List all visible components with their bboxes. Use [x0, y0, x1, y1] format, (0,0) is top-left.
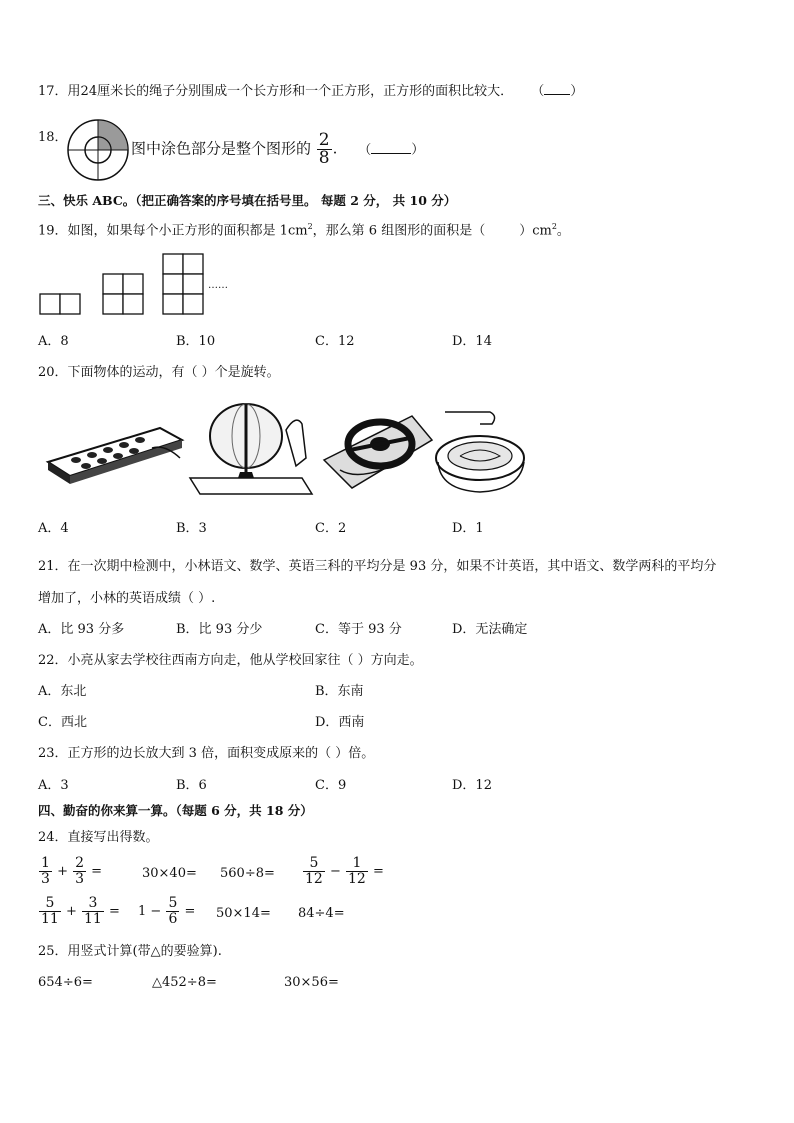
q17-bracket-left: （ [531, 84, 545, 99]
q21-text-1: 在一次期中检测中，小林语文、数学、英语三科的平均分是 93 分，如果不计英语，其中语文、数学两科的平均分 [67, 559, 717, 574]
q18-number: 18． [38, 130, 68, 145]
q22-option-a[interactable]: A．东北 [38, 684, 87, 699]
q18-fraction: $\frac{2}{8}$ [318, 130, 330, 168]
q22-option-b[interactable]: B．东南 [315, 684, 364, 699]
q17-number: 17． [38, 84, 68, 99]
question-21-line-1 [38, 559, 716, 575]
q21-option-c[interactable]: C．等于 93 分 [315, 622, 402, 637]
question-20 [38, 365, 280, 381]
q19-ellipsis: …… [208, 280, 228, 291]
q18-period: . [332, 139, 338, 158]
question-23 [38, 746, 374, 762]
q21-number: 21． [38, 559, 68, 574]
q25-item-2: △452÷8= [152, 975, 217, 990]
question-17 [38, 84, 583, 100]
question-24 [38, 830, 159, 846]
q18-bracket-left: （ [358, 142, 372, 158]
question-18 [38, 130, 68, 146]
q18-answer-blank[interactable] [371, 153, 411, 154]
q23-option-c[interactable]: C．9 [315, 778, 347, 793]
section-3-title: 三、快乐 ABC。（把正确答案的序号填在括号里。 每题 2 分， 共 10 分） [38, 193, 457, 208]
q17-bracket-right: ） [570, 84, 584, 99]
q21-option-b[interactable]: B．比 93 分少 [176, 622, 263, 637]
q20-number: 20． [38, 365, 68, 380]
q21-option-a[interactable]: A．比 93 分多 [38, 622, 125, 637]
faucet-basin-icon [436, 412, 524, 492]
q24-expr-1: $\frac{1}{3}$ + $\frac{2}{3}$ = [41, 855, 103, 887]
q24-expr-6: 1 − $\frac{5}{6}$ = [138, 895, 196, 927]
q23-number: 23． [38, 746, 68, 761]
q24-expr-5: $\frac{5}{11}$ + $\frac{3}{11}$ = [41, 895, 120, 927]
q22-number: 22． [38, 653, 68, 668]
q17-text: 用24厘米长的绳子分别围成一个长方形和一个正方形，正方形的面积比较大． [67, 84, 514, 99]
q18-text: 图中涂色部分是整个图形的 [131, 139, 312, 158]
q19-number: 19． [38, 223, 68, 239]
q19-option-b[interactable]: B．10 [176, 334, 216, 349]
q21-option-d[interactable]: D．无法确定 [452, 622, 528, 637]
q20-option-d[interactable]: D．1 [452, 521, 484, 536]
q19-option-d[interactable]: D．14 [452, 334, 492, 349]
q23-option-d[interactable]: D．12 [452, 778, 492, 793]
q20-text: 下面物体的运动，有（ ）个是旋转。 [67, 365, 280, 380]
q24-expr-3: 560÷8= [220, 866, 275, 881]
question-25 [38, 944, 222, 960]
steering-wheel-icon [324, 416, 432, 488]
q23-text: 正方形的边长放大到 3 倍，面积变成原来的（ ）倍。 [67, 746, 375, 761]
q19-sup2: 2 [551, 222, 557, 231]
q25-item-3: 30×56= [284, 975, 339, 990]
q20-option-b[interactable]: B．3 [176, 521, 207, 536]
question-19 [38, 219, 570, 239]
q19-text-a: 如图，如果每个小正方形的面积都是 1cm [67, 223, 308, 239]
q22-text: 小亮从家去学校往西南方向走，他从学校回家往（ ）方向走。 [67, 653, 423, 668]
q23-option-a[interactable]: A．3 [38, 778, 69, 793]
q24-expr-4: $\frac{5}{12}$ − $\frac{1}{12}$ = [305, 855, 384, 887]
q25-item-1: 654÷6= [38, 975, 93, 990]
q19-option-c[interactable]: C．12 [315, 334, 355, 349]
q25-number: 25． [38, 944, 68, 959]
q17-answer-blank[interactable] [544, 94, 570, 95]
q24-text: 直接写出得数。 [67, 830, 159, 845]
q20-option-c[interactable]: C．2 [315, 521, 347, 536]
q24-expr-2: 30×40= [142, 866, 197, 881]
question-22 [38, 653, 423, 669]
rotation-objects-illustration [40, 400, 530, 500]
q20-option-a[interactable]: A．4 [38, 521, 69, 536]
q18-text-line [131, 132, 424, 167]
q22-option-d[interactable]: D．西南 [315, 715, 365, 730]
abacus-icon [48, 428, 182, 484]
q19-text-b: ，那么第 6 组图形的面积是（ [312, 223, 486, 239]
circle-figure-icon [66, 118, 130, 182]
q22-option-c[interactable]: C．西北 [38, 715, 87, 730]
q19-text-c: ）cm [519, 223, 552, 239]
question-21-line-2: 增加了，小林的英语成绩（ ）. [38, 591, 216, 606]
q19-option-a[interactable]: A．8 [38, 334, 69, 349]
section-4-title: 四、勤奋的你来算一算。（每题 6 分，共 18 分） [38, 803, 313, 818]
q24-expr-7: 50×14= [216, 906, 271, 921]
q19-text-d: 。 [556, 223, 570, 239]
q24-expr-8: 84÷4= [298, 906, 345, 921]
q25-text: 用竖式计算(带△的要验算). [67, 944, 222, 959]
q24-number: 24． [38, 830, 68, 845]
q19-sup: 2 [307, 222, 313, 231]
globe-icon [190, 404, 312, 494]
q18-bracket-right: ） [411, 142, 425, 158]
q23-option-b[interactable]: B．6 [176, 778, 207, 793]
